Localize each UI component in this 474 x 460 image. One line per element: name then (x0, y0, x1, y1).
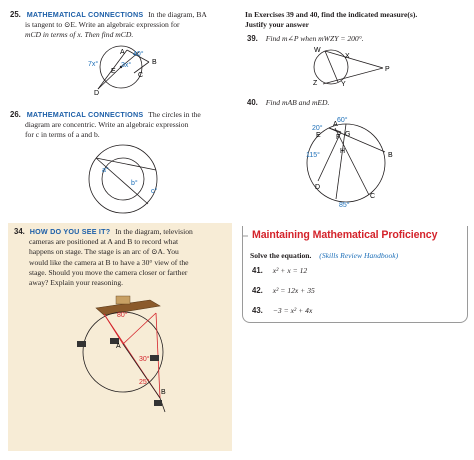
label-D: D (315, 184, 321, 191)
exercise-text: happens on stage. The stage is an arc of ⊙A. You (29, 247, 179, 257)
exercise-text: diagram are concentric. Write an algebraic expression (25, 120, 189, 130)
label-F: F (336, 134, 341, 141)
label-W: W (314, 47, 321, 54)
label-B: B (152, 59, 157, 66)
label-G: G (345, 131, 351, 138)
arc-80: 80° (117, 312, 128, 319)
exercise-heading: MATHEMATICAL CONNECTIONS (26, 10, 144, 19)
arc-7x: 7x° (88, 61, 99, 68)
label-P: P (385, 66, 390, 73)
exercise-number: 41. (252, 266, 263, 275)
equation: −3 = x² + 4x (272, 306, 313, 315)
exercise-text: is tangent to ⊙E. Write an algebraic expression for (25, 20, 180, 30)
exercise-text: mCD in terms of x. Then find mCD. (25, 30, 134, 40)
exercise-number: 42. (252, 286, 263, 295)
label-D: D (94, 90, 100, 97)
label-Y: Y (341, 81, 346, 88)
exercise-text: for c in terms of a and b. (25, 130, 100, 140)
label-E: E (316, 132, 321, 139)
angle-30: 30° (139, 356, 150, 363)
skills-reference: (Skills Review Handbook) (319, 251, 399, 260)
exercise-text: Find m∠P when mWZY = 200°. (265, 34, 364, 43)
arc-85: 85° (339, 202, 350, 209)
exercise-number: 39. (247, 34, 258, 43)
exercise-number: 26. (10, 110, 21, 119)
solve-instruction: Solve the equation. (250, 251, 312, 260)
angle-25: 25° (139, 379, 150, 386)
label-X: X (345, 53, 350, 60)
exercise-text: In the diagram, television (115, 227, 193, 236)
exercise-number: 43. (252, 306, 263, 315)
exercise-heading: HOW DO YOU SEE IT? (29, 227, 111, 236)
exercise-42 (252, 286, 315, 296)
label-A: A (120, 49, 125, 56)
arc-c: c° (151, 188, 158, 195)
exercise-text: The circles in the (148, 110, 201, 119)
label-E: E (111, 68, 116, 75)
exercise-number: 40. (247, 98, 258, 107)
mmp-title: Maintaining Mathematical Proficiency (252, 229, 438, 241)
exercise-text: away? Explain your reasoning. (29, 278, 124, 288)
arc-20: 20° (312, 125, 323, 132)
exercise-text: would like the camera at B to have a 30° view of the (29, 257, 189, 267)
equation: x² = 12x + 35 (272, 286, 315, 295)
label-C: C (138, 72, 144, 79)
exercise-text: stage. Should you move the camera closer or farther (29, 267, 188, 277)
label-Z: Z (313, 80, 318, 87)
label-B: B (161, 389, 166, 396)
exercise-number: 34. (14, 227, 25, 236)
exercise-heading: MATHEMATICAL CONNECTIONS (26, 110, 144, 119)
label-H: H (340, 148, 346, 155)
arc-3x: 3x° (121, 62, 132, 69)
exercise-number: 25. (10, 10, 21, 19)
exercise-text: cameras are positioned at A and B to record what (29, 237, 179, 247)
label-A: A (116, 343, 121, 350)
arc-a: a° (102, 167, 109, 174)
exercise-43 (252, 306, 312, 316)
arc-115: 115° (306, 152, 320, 159)
intro-line: Justify your answer (245, 20, 309, 30)
intro-line: In Exercises 39 and 40, find the indicated measure(s). (245, 10, 418, 19)
exercise-text: Find mAB and mED. (265, 98, 330, 107)
arc-b: b° (131, 180, 138, 187)
arc-60: 60° (337, 117, 348, 124)
exercise-41 (252, 266, 307, 276)
label-C: C (370, 193, 376, 200)
angle-40: 40° (133, 51, 144, 58)
mmp-solve (250, 251, 398, 261)
equation: x² + x = 12 (272, 266, 308, 275)
label-A: A (333, 121, 338, 128)
label-B: B (388, 152, 393, 159)
exercise-text: In the diagram, BA (148, 10, 207, 19)
